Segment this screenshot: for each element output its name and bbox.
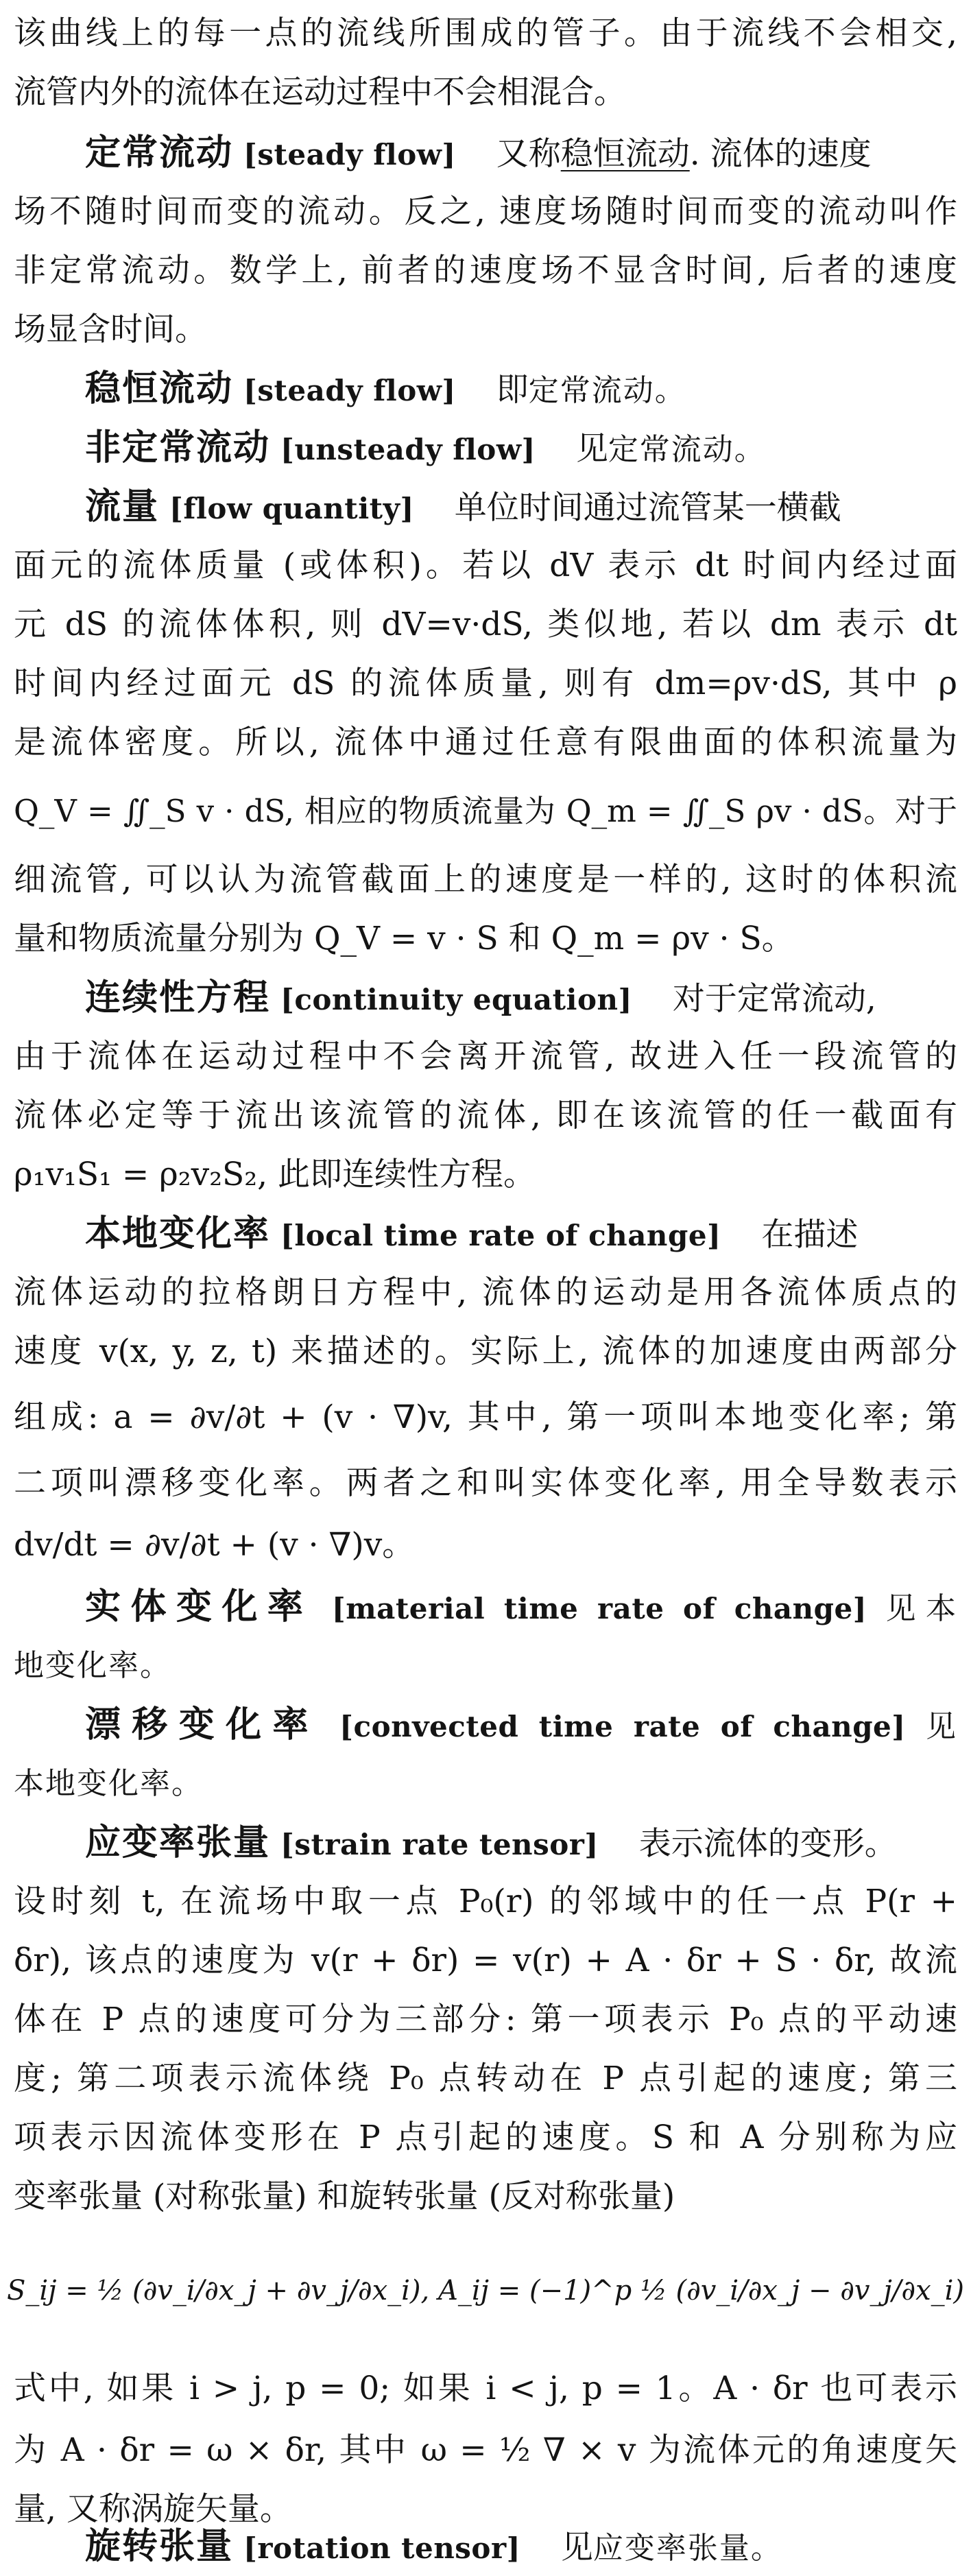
text-line: 量, 又称涡旋矢量。 [14,2490,292,2528]
cross-reference: 定常流动。 [608,432,766,467]
entry-text: 又称 [496,135,561,173]
entry-material-time-rate [85,1577,957,1636]
text-line: 是流体密度。所以, 流体中通过任意有限曲面的体积流量为 [14,724,957,761]
text-line: 设时刻 t, 在流场中取一点 P₀(r) 的邻域中的任一点 P(r + [14,1883,957,1920]
text-line: 流体必定等于流出该流管的流体, 即在该流管的任一截面有 [14,1097,957,1134]
entry-english: [flow quantity] [169,492,414,525]
text-line: 场显含时间。 [14,311,207,348]
formula-line: 量和物质流量分别为 Q_V = v · S 和 Q_m = ρv · S。 [14,920,794,957]
formula-line: 为 A · δr = ω × δr, 其中 ω = ½ ∇ × v 为流体元的角速度矢 [14,2431,957,2469]
cross-reference: 定常流动。 [528,373,686,408]
text-line: 速度 v(x, y, z, t) 来描述的。实际上, 流体的加速度由两部分 [14,1333,957,1370]
text-line: 细流管, 可以认为流管截面上的速度是一样的, 这时的体积流 [14,861,957,898]
entry-local-time-rate [85,1204,957,1263]
text-line: 体在 P 点的速度可分为三部分: 第一项表示 P₀ 点的平动速 [14,2001,957,2038]
entry-text: 表示流体的变形。 [638,1825,897,1863]
text-line: 变率张量 (对称张量) 和旋转张量 (反对称张量) [14,2178,675,2215]
text-line: 该曲线上的每一点的流线所围成的管子。由于流线不会相交, [14,14,957,52]
entry-term: 实体变化率 [85,1586,313,1627]
formula-line: 式中, 如果 i > j, p = 0; 如果 i < j, p = 1。A · δr 也可表示 [14,2370,957,2407]
entry-term: 本地变化率 [85,1213,271,1254]
entry-steady-flow [85,123,957,182]
display-equation: S_ij = ½ (∂v_i/∂x_j + ∂v_j/∂x_i), A_ij = (−1)^p ½ (∂v_i/∂x_j − ∂v_j/∂x_i) [6,2275,965,2306]
entry-term: 连续性方程 [85,977,271,1018]
formula-line: Q_V = ∬_S v · dS, 相应的物质流量为 Q_m = ∬_S ρv · dS。对于 [14,793,957,829]
text-line: 流体运动的拉格朗日方程中, 流体的运动是用各流体质点的 [14,1274,957,1311]
text-line: 流管内外的流体在运动过程中不会相混合。 [14,73,626,111]
text-line: 非定常流动。数学上, 前者的速度场不显含时间, 后者的速度 [14,252,957,289]
text-line: 场不随时间而变的流动。反之, 速度场随时间而变的流动叫作 [14,193,957,230]
text-line: 项表示因流体变形在 P 点引起的速度。S 和 A 分别称为应 [14,2119,957,2156]
cross-reference: 见 [925,1709,957,1744]
entry-text: 在描述 [761,1216,859,1254]
text-line: 时间内经过面元 dS 的流体质量, 则有 dm=ρv·dS, 其中 ρ [14,665,957,702]
entry-continuity-equation [85,968,957,1027]
entry-term: 漂移变化率 [85,1704,320,1745]
cross-reference: 见本 [885,1591,957,1626]
entry-english: [local time rate of change] [280,1219,721,1252]
entry-text: 见 [560,2529,593,2566]
entry-text: 单位时间通过流管某一横截 [454,489,841,527]
entry-flow-quantity [85,477,957,536]
cross-reference: 地变化率。 [14,1648,171,1683]
entry-english: [steady flow] [243,374,456,407]
cross-reference: 本地变化率。 [14,1766,203,1801]
text-line: 元 dS 的流体体积, 则 dV=v·dS, 类似地, 若以 dm 表示 dt [14,606,957,643]
entry-term: 流量 [85,486,160,527]
formula-line: dv/dt = ∂v/∂t + (v · ∇)v。 [14,1526,415,1564]
entry-english: [rotation tensor] [243,2531,520,2565]
entry-unsteady-flow [85,418,957,477]
formula-line: 组成: a = ∂v/∂t + (v · ∇)v, 其中, 第一项叫本地变化率; 第 [14,1398,957,1436]
entry-steady-flow-alias [85,359,957,418]
entry-term: 应变率张量 [85,1822,271,1863]
formula-line: δr), 该点的速度为 v(r + δr) = v(r) + A · δr + S · δr, 故流 [14,1942,957,1979]
entry-text: 对于定常流动, [672,980,876,1018]
text-line: 由于流体在运动过程中不会离开流管, 故进入任一段流管的 [14,1038,957,1075]
entry-english: [convected time rate of change] [339,1710,906,1743]
entry-rotation-tensor [85,2517,957,2576]
entry-term: 稳恒流动 [85,368,234,409]
entry-term: 旋转张量 [85,2526,234,2567]
entry-text: 即 [496,371,529,409]
entry-english: [material time rate of change] [331,1592,867,1625]
formula-line: ρ₁v₁S₁ = ρ₂v₂S₂, 此即连续性方程。 [14,1156,536,1193]
entry-english: [continuity equation] [280,983,632,1016]
cross-reference: 应变率张量。 [592,2531,782,2566]
entry-english: [steady flow] [243,138,456,171]
entry-english: [strain rate tensor] [280,1828,599,1861]
text-line: 度; 第二项表示流体绕 P₀ 点转动在 P 点引起的速度; 第三 [14,2060,957,2097]
text-line: 面元的流体质量 (或体积)。若以 dV 表示 dt 时间内经过面 [14,547,957,584]
cross-reference-link[interactable]: 稳恒流动 [560,135,690,173]
entry-term: 非定常流动 [85,427,271,468]
entry-text: . 流体的速度 [689,135,872,173]
entry-text: 见 [575,430,608,468]
entry-strain-rate-tensor [85,1813,957,1872]
text-line: 二项叫漂移变化率。两者之和叫实体变化率, 用全导数表示 [14,1464,957,1502]
entry-english: [unsteady flow] [280,433,536,466]
entry-term: 定常流动 [85,132,234,174]
entry-convected-time-rate [85,1695,957,1754]
